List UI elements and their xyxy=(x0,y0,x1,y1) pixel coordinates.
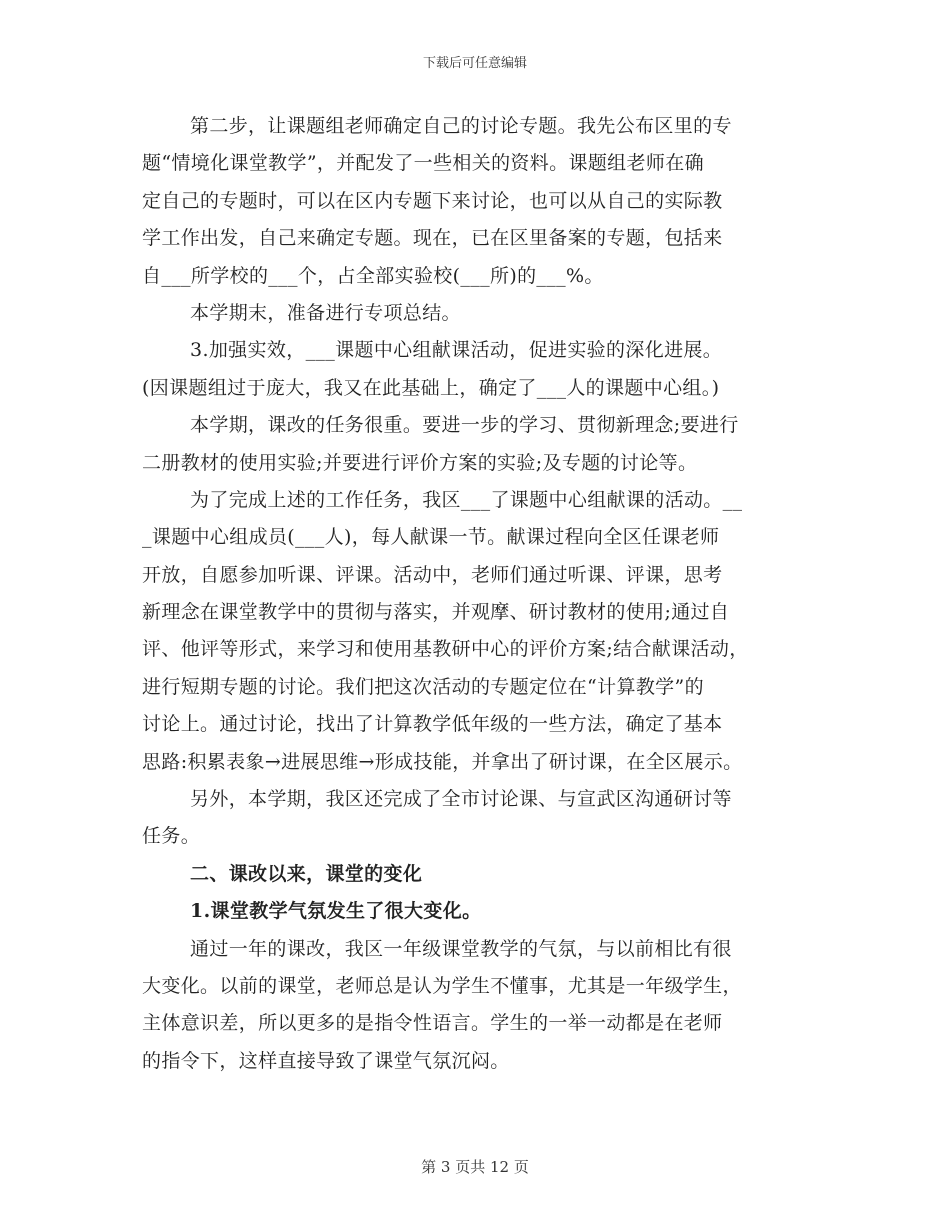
text-line: 开放，自愿参加听课、评课。活动中，老师们通过听课、评课，思考 xyxy=(142,563,723,586)
text-line: _课题中心组成员(___人)，每人献课一节。献课过程向全区任课老师 xyxy=(142,526,720,549)
text-line: 思路:积累表象→进展思维→形成技能，并拿出了研讨课，在全区展示。 xyxy=(142,750,743,773)
text-line: 新理念在课堂教学中的贯彻与落实，并观摩、研讨教材的使用;通过自 xyxy=(142,601,730,624)
document-body xyxy=(142,108,822,1080)
text-line: 任务。 xyxy=(142,825,201,848)
text-line: 讨论上。通过讨论，找出了计算教学低年级的一些方法，确定了基本 xyxy=(142,713,723,736)
text-line: 3.加强实效，___课题中心组献课活动，促进实验的深化进展。 xyxy=(190,339,723,362)
text-line: 题“情境化课堂教学”，并配发了一些相关的资料。课题组老师在确 xyxy=(142,152,704,175)
text-line: 定自己的专题时，可以在区内专题下来讨论，也可以从自己的实际教 xyxy=(142,189,723,212)
text-line: 第二步，让课题组老师确定自己的讨论专题。我先公布区里的专 xyxy=(190,115,732,137)
text-line: 本学期末，准备进行专项总结。 xyxy=(190,301,461,324)
text-line: 的指令下，这样直接导致了课堂气氛沉闷。 xyxy=(142,1049,510,1072)
section-heading-line: 二、课改以来，课堂的变化 xyxy=(190,862,423,885)
text-line: 另外，本学期，我区还完成了全市讨论课、与宣武区沟通研讨等 xyxy=(190,788,732,811)
text-line: 大变化。以前的课堂，老师总是认为学生不懂事，尤其是一年级学生， xyxy=(142,974,742,997)
text-line: 本学期，课改的任务很重。要进一步的学习、贯彻新理念;要进行 xyxy=(190,414,739,437)
page-number-footer: 第 3 页共 12 页 xyxy=(421,1158,529,1176)
section-heading-line: 1.课堂教学气氛发生了很大变化。 xyxy=(190,900,482,923)
text-line: 二册教材的使用实验;并要进行评价方案的实验;及专题的讨论等。 xyxy=(142,451,698,474)
text-line: 主体意识差，所以更多的是指令性语言。学生的一举一动都是在老师 xyxy=(142,1012,723,1035)
text-line: (因课题组过于庞大，我又在此基础上，确定了___人的课题中心组。) xyxy=(142,376,720,399)
text-line: 学工作出发，自己来确定专题。现在，已在区里备案的专题，包括来 xyxy=(142,227,723,250)
text-line: 为了完成上述的工作任务，我区___了课题中心组献课的活动。__ xyxy=(190,488,743,511)
text-line: 自___所学校的___个，占全部实验校(___所)的___%。 xyxy=(142,264,604,287)
text-line: 通过一年的课改，我区一年级课堂教学的气氛，与以前相比有很 xyxy=(190,937,732,960)
text-line: 进行短期专题的讨论。我们把这次活动的专题定位在“计算教学”的 xyxy=(142,675,704,698)
text-line: 评、他评等形式，来学习和使用基教研中心的评价方案;结合献课活动， xyxy=(142,638,749,661)
page-header-note: 下载后可任意编辑 xyxy=(422,56,527,71)
